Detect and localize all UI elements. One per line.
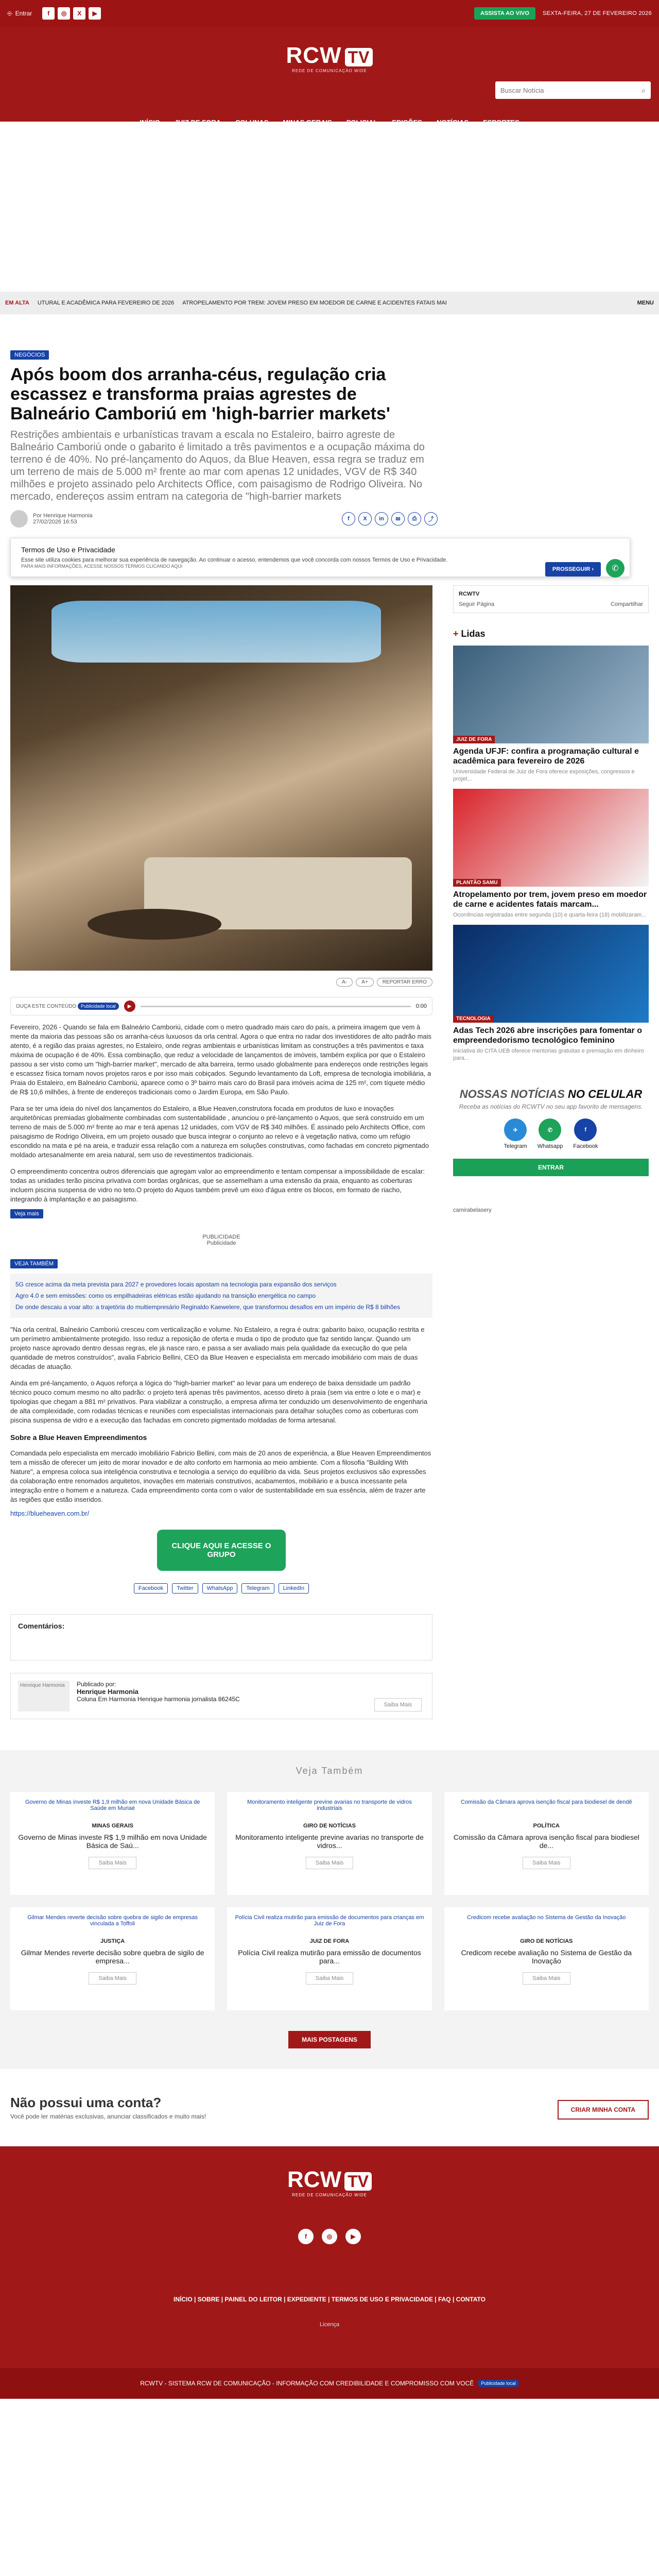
see-also-card[interactable] <box>444 1792 649 1895</box>
login-icon: ⎆ <box>7 9 12 17</box>
most-read-title-text: Agenda UFJF: confira a programação cultural e acadêmica para fevereiro de 2026 <box>453 747 639 766</box>
instagram-icon[interactable]: ◎ <box>322 2229 337 2244</box>
license-link[interactable]: Licença <box>320 2321 339 2328</box>
card-title: Governo de Minas investe R$ 1,9 milhão em nova Unidade Básica de Saú... <box>18 1833 207 1850</box>
audio-time: 0:00 <box>415 1003 427 1009</box>
most-read-desc: Universidade Federal de Juiz de Fora oferece exposições, congressos e projet... <box>453 769 635 782</box>
card-title: Polícia Civil realiza mutirão para emissão de documentos para... <box>238 1948 421 1965</box>
nav-policial[interactable]: POLICIAL <box>346 118 378 126</box>
card-category: MINAS GERAIS <box>92 1823 133 1829</box>
see-also-card[interactable] <box>10 1792 215 1895</box>
sidebar-ad[interactable]: camirabelasery <box>453 1207 492 1213</box>
card-category: POLÍTICA <box>533 1823 560 1829</box>
cookie-accept-button[interactable]: PROSSEGUIR › <box>545 562 601 577</box>
card-image: Governo de Minas investe R$ 1,9 milhão em nova Unidade Básica de Saúde em Muriaé <box>25 1799 200 1811</box>
instagram-icon[interactable]: ◎ <box>58 7 70 20</box>
card-category: JUIZ DE FORA <box>309 1938 350 1944</box>
social-links <box>42 7 101 20</box>
most-read-title-text: Atropelamento por trem, jovem preso em moedor de carne e acidentes fatais marcam... <box>453 890 647 909</box>
article-body <box>10 1023 432 1594</box>
article-title: Após boom dos arranha-céus, regulação cria escassez e transforma praias agrestes de Balneário Camboriú em 'high-barrier markets' <box>10 365 390 423</box>
most-read-title-text: Adas Tech 2026 abre inscrições para fomentar o empreendedorismo tecnológico feminino <box>453 1026 642 1045</box>
see-also-title: Veja Também <box>296 1766 363 1776</box>
telegram-share-button[interactable]: Telegram <box>241 1583 274 1594</box>
most-read-item[interactable] <box>453 646 649 783</box>
share-icon[interactable]: ⤴ <box>424 512 438 526</box>
audio-player <box>10 997 432 1015</box>
site-header <box>0 27 659 126</box>
create-account-button[interactable]: CRIAR MINHA CONTA <box>558 2100 649 2120</box>
article-byline <box>10 510 438 528</box>
paragraph: Para se ter uma ideia do nível dos lançamentos do Estaleiro, a Blue Heaven,construtora focada em produtos de luxo e inovações arquitetônicas premiadas globalmente combinadas com sustentabilidade , anunciou o pré-lançamento o Aquos, que será construído em um terreno de mais de 5.000 m² frente ao mar e terá apenas 12 unidades, com VGV de R$ 340 milhões. É assinado pelo Architects Office, com paisagismo de Rodrigo Oliveira, em um projeto ousado que busca integrar o conjunto ao relevo e à vegetação nativa, como um refúgio escondido na mata e pé na areia, e traduzir essa relação com a natureza em soluções construtivas, como fachadas em concreto pigmentado moldado artesanalmente em areia natural, sem uso de revestimentos tradicionais. <box>10 1105 429 1159</box>
author-box-desc: Coluna Em Harmonia Henrique harmonia jornalista 86245C <box>77 1696 240 1703</box>
author-name[interactable]: Henrique Harmonia <box>43 513 93 519</box>
paragraph: Comandada pelo especialista em mercado imobiliário Fabricio Bellini, com mais de 20 anos de experiência, a Blue Heaven Empreendimentos tem a missão de oferecer um jeito de morar inovador e de alto conforto em harmonia ao meio ambiente. Com a filosofia "Building With Nature", a empresa coloca sua inteligência construtiva e tecnologia a serviço do equilíbrio da vida. Seus projetos exclusivos são expressões da colaboração entre renomados arquitetos, inovações em materiais construtivos, acabamentos, mobiliário e a busca incessante pela integração entre o homem e a natureza. Cada empreendimento conta com o valor de sustentabilidade em sua essência, além de trazer arte às regiões que estão inseridos. <box>10 1449 431 1503</box>
whatsapp-float-icon[interactable]: ✆ <box>606 559 625 578</box>
most-read-item[interactable] <box>453 925 649 1062</box>
card-image: Credicom recebe avaliação no Sistema de Gestão da Inovação <box>467 1914 626 1921</box>
facebook-icon[interactable]: f <box>42 7 55 20</box>
nav-noticias[interactable]: NOTÍCIAS <box>436 118 469 126</box>
font-tools <box>10 978 432 987</box>
article-subtitle: Restrições ambientais e urbanísticas travam a escala no Estaleiro, bairro agreste de Balneário Camboriú onde o gabarito é limitado a três pavimentos e a ocupação máxima do terreno é de 40%. No pré-lançamento do Aquos, da Blue Heaven, essa regra se traduz em um terreno de mais de 5.000 m² frente ao mar com apenas 12 unidades, VGV de R$ 340 milhões e projeto assinado pelo Architects Office, com paisagismo de Rodrigo Oliveira. No mercado, endereços assim entram na categoria de "high-barrier markets <box>10 429 425 502</box>
share-buttons <box>10 1583 432 1594</box>
newsletter-enter-button[interactable]: ENTRAR <box>453 1159 649 1176</box>
related-links <box>10 1259 432 1318</box>
font-increase-button[interactable]: A+ <box>356 978 374 987</box>
youtube-icon[interactable]: ▶ <box>89 7 101 20</box>
paragraph: O empreendimento concentra outros diferenciais que agregam valor ao empreendimento e tentam compensar a impossibilidade de escalar: todas as unidades terão piscina privativa com bordas orgânicas, que se assemelham a uma extensão da praia, enquanto as coberturas incluem piscina suspensa de vidro no teto.O projeto do Aquos também prevê um eixo d'água entre os blocos, em formato de riacho, integrando à implantação e ao paisagismo. <box>10 1167 425 1203</box>
font-decrease-button[interactable]: A- <box>336 978 353 987</box>
card-category: GIRO DE NOTÍCIAS <box>303 1823 356 1829</box>
card-category: GIRO DE NOTÍCIAS <box>520 1938 573 1944</box>
nav-esportes[interactable]: ESPORTES <box>483 118 519 126</box>
nav-inicio[interactable]: INÍCIO <box>140 118 160 126</box>
ad-label: PUBLICIDADE <box>202 1234 240 1240</box>
search-box <box>495 81 651 99</box>
ad-block <box>10 1234 432 1246</box>
card-more-button[interactable]: Saiba Mais <box>523 1857 570 1869</box>
card-image: Gilmar Mendes reverte decisão sobre quebra de sigilo de empresas vinculada a Toffoli <box>27 1914 198 1927</box>
card-more-button[interactable]: Saiba Mais <box>89 1972 136 1985</box>
most-read-image <box>453 646 649 743</box>
footer-logo[interactable]: RCW TV REDE DE COMUNICAÇÃO WIDE <box>275 2167 384 2197</box>
cookie-more-link[interactable]: PARA MAIS INFORMAÇÕES, ACESSE NOSSOS TERMOS CLICANDO AQUI <box>21 564 183 569</box>
signup-desc: Você pode ler matérias exclusivas, anunciar classificados e muito mais! <box>10 2113 206 2120</box>
article-date: 27/02/2026 16:53 <box>33 519 77 525</box>
footer-social <box>0 2229 659 2244</box>
copyright-text: RCWTV - SISTEMA RCW DE COMUNICAÇÃO - INFORMAÇÃO COM CREDIBILIDADE E COMPROMISSO COM VOCÊ <box>140 2380 474 2387</box>
report-error-button[interactable]: REPORTAR ERRO <box>377 978 432 987</box>
author-box-name: Henrique Harmonia <box>77 1688 138 1696</box>
most-read-image <box>453 789 649 887</box>
nav-edicoes[interactable]: EDIÇÕES <box>392 118 422 126</box>
card-title: Comissão da Câmara aprova isenção fiscal para biodiesel de... <box>453 1833 639 1850</box>
facebook-icon[interactable]: f <box>298 2229 314 2244</box>
sidebar <box>453 577 649 1719</box>
audio-progress[interactable] <box>141 1006 411 1007</box>
whatsapp-share-button[interactable]: WhatsApp <box>202 1583 238 1594</box>
audio-badge: Publicidade local <box>78 1003 119 1010</box>
paragraph: Ainda em pré-lançamento, o Aquos reforça a lógica do "high-barrier market" ao levar para um endereço de baixa densidade um padrão técnico pouco comum mesmo no alto padrão: o projeto terá apenas três pavimentos, acesso direto à praia (sem via entre o lote e o mar) e tipologias que chegam a 881 m² privativos. Para viabilizar a construção, a empresa afirma ter conduzido um desenvolvimento de engenharia de alta complexidade, com rodadas técnicas e reuniões com especialistas internacionais para detalhar soluções como as coberturas com piscina suspensa de vidro e a execução das fachadas em concreto pigmentado moldadas de forma artesanal. <box>10 1379 428 1424</box>
site-footer <box>0 2146 659 2368</box>
search-input[interactable] <box>500 87 641 94</box>
published-by-label: Publicado por: <box>77 1681 116 1688</box>
share-icons <box>342 512 438 526</box>
facebook-share-icon[interactable]: f <box>342 512 355 526</box>
related-link[interactable]: 5G cresce acima da meta prevista para 2027 e provedores locais apostam na tecnologia para expansão dos serviços <box>15 1281 337 1288</box>
facebook-share-button[interactable]: Facebook <box>134 1583 168 1594</box>
article-category[interactable]: NEGÓCIOS <box>10 350 49 360</box>
author-photo: Henrique Harmonia <box>18 1681 70 1711</box>
comments-section <box>10 1614 432 1660</box>
nav-colunas[interactable]: COLUNAS <box>235 118 269 126</box>
audio-label: OUÇA ESTE CONTEÚDO <box>16 1003 77 1009</box>
x-share-icon[interactable]: X <box>358 512 372 526</box>
signup-banner <box>0 2069 659 2146</box>
paragraph: "Na orla central, Balneário Camboriú cresceu com verticalização e volume. No Estaleiro, a regra é outra: gabarito baixo, ocupação restrita e um perímetro ambientalmente protegido. Isso reduz a reposição de oferta e muda o tipo de produto que faz sentido lançar. Quando um projeto nasce aprovado dentro dessas regras, ele já nasce raro, e passa a ser avaliado mais pela qualidade da execução do que pela quantidade de metros construídos", avalia Fabricio Bellini, CEO da Blue Heaven e especialista em mercado imobiliário com mais de duas décadas de atuação. <box>10 1326 425 1370</box>
channel-name[interactable]: RCWTV <box>459 591 480 597</box>
telegram-icon: ✈ <box>504 1118 527 1141</box>
whatsapp-icon: ✆ <box>539 1118 561 1141</box>
menu-button[interactable]: MENU <box>637 300 654 306</box>
search-icon[interactable]: ⌕ <box>641 86 646 94</box>
author-avatar <box>10 510 28 528</box>
logo-tv: TV <box>345 48 373 66</box>
author-more-button[interactable]: Saiba Mais <box>374 1698 422 1711</box>
whatsapp-option[interactable]: ✆ Whatsapp <box>537 1118 563 1149</box>
paragraph: Fevereiro, 2026 - Quando se fala em Balneário Camboriú, cidade com o metro quadrado mais caro do país, a primeira imagem que vem à mente da maioria das pessoas são os arranha-céus luxuosos da orla central. Agora o que entra no radar dos investidores de alto padrão mais atento, é a região das praias agrestes, no Estaleiro, onde regras ambientais e urbanísticas limitam as construções a três pavimentos e taxa máxima de ocupação é de 40%. Essa combinação, que reduz a velocidade de lançamentos de imóveis, também explica por que o Estaleiro passou a ser visto como um "high-barrier market", mercado de alta barreira, termo usado globalmente para endereços onde restrições legais e escassez física tornam novos projetos raros e por isso mais cobiçados. Segundo levantamento da Loft, empresa de tecnologia imobiliária, a Praia do Estaleiro, em Balneário Camboriú, aparece como o 3º bairro mais caro do Brasil para imóveis acima de 125 m², com tíquete médio de R$ 10,6 milhões, à frente de endereços tradicionais como o Jardim Europa, em São Paulo. <box>10 1023 432 1096</box>
facebook-icon: f <box>574 1118 597 1141</box>
author-box <box>10 1673 432 1719</box>
card-title: Monitoramento inteligente previne avarias no transporte de vidros... <box>235 1833 424 1850</box>
most-read-title: + Lidas <box>453 629 485 639</box>
card-image: Monitoramento inteligente previne avarias no transporte de vidros industriais <box>247 1799 412 1811</box>
see-also-grid <box>10 1792 649 2010</box>
newsletter-widget: NOSSAS NOTÍCIAS NO CELULAR Receba as notícias do RCWTV no seu app favorito de mensagens. ✈ Telegram ✆ Whatsapp f Facebook ENTRAR <box>453 1088 649 1176</box>
follow-page-button[interactable]: Seguir Página <box>459 601 495 607</box>
card-title: Gilmar Mendes reverte decisão sobre quebra de sigilo de empresa... <box>21 1948 204 1965</box>
current-date: SEXTA-FEIRA, 27 DE FEVEREIRO 2026 <box>542 10 652 16</box>
nav-minas-gerais[interactable]: MINAS GERAIS <box>283 118 332 126</box>
logo-main: RCW <box>286 42 342 68</box>
login-link[interactable] <box>7 10 32 18</box>
site-logo[interactable] <box>275 37 384 78</box>
logo-subtitle: REDE DE COMUNICAÇÃO WIDE <box>292 68 367 73</box>
main-columns <box>10 577 649 1719</box>
top-bar <box>0 0 659 27</box>
whatsapp-group-button[interactable]: CLIQUE AQUI E ACESSE O GRUPO <box>157 1530 286 1571</box>
card-title: Credicom recebe avaliação no Sistema de Gestão da Inovação <box>461 1948 632 1965</box>
most-read-tag: TECNOLOGIA <box>453 1015 494 1023</box>
related-link[interactable]: Agro 4.0 e sem emissões: como os empilhadeiras elétricas estão ajudando na transição energética no campo <box>15 1292 316 1299</box>
see-more-button[interactable]: Veja mais <box>10 1209 43 1218</box>
ticker-item[interactable]: UTURAL E ACADÊMICA PARA FEVEREIRO DE 2026 <box>37 300 175 306</box>
card-more-button[interactable]: Saiba Mais <box>523 1972 570 1985</box>
most-read-desc: Iniciativa do CITA UEB oferece mentorias gratuitas e premiação em dinheiro para... <box>453 1048 644 1061</box>
most-read-image <box>453 925 649 1023</box>
cookie-title: Termos de Uso e Privacidade <box>21 546 115 554</box>
content-wrapper <box>0 314 659 1719</box>
see-also-card[interactable] <box>10 1907 215 2010</box>
facebook-option[interactable]: f Facebook <box>573 1118 598 1149</box>
news-ticker <box>0 292 659 314</box>
play-icon[interactable]: ▶ <box>124 1001 135 1012</box>
nav-juiz-de-fora[interactable]: JUIZ DE FORA <box>174 118 221 126</box>
linkedin-share-button[interactable]: LinkedIn <box>279 1583 309 1594</box>
author-prefix: Por <box>33 513 42 519</box>
live-button[interactable]: ASSISTA AO VIVO <box>474 7 535 20</box>
signup-title: Não possui uma conta? <box>10 2095 162 2110</box>
see-also-card[interactable] <box>444 1907 649 2010</box>
x-icon[interactable]: X <box>73 7 85 20</box>
cookie-banner <box>10 538 630 577</box>
newsletter-desc: Receba as notícias do RCWTV no seu app favorito de mensagens. <box>459 1103 643 1110</box>
main-nav <box>0 118 659 126</box>
card-more-button[interactable]: Saiba Mais <box>306 1857 353 1869</box>
company-link[interactable]: https://blueheaven.com.br/ <box>10 1510 90 1517</box>
comments-title: Comentários: <box>18 1622 65 1630</box>
see-also-card[interactable] <box>227 1907 431 2010</box>
related-title: VEJA TAMBÉM <box>10 1259 58 1268</box>
ticker-item[interactable]: ATROPELAMENTO POR TREM: JOVEM PRESO EM MOEDOR DE CARNE E ACIDENTES FATAIS MAI <box>182 300 447 306</box>
related-link[interactable]: De onde descaiu a voar alto: a trajetória do multiempresário Reginaldo Kaewelere, que transformou desafios em um império de R$ 8 bilhões <box>15 1303 401 1311</box>
telegram-option[interactable]: ✈ Telegram <box>504 1118 527 1149</box>
youtube-icon[interactable]: ▶ <box>345 2229 361 2244</box>
copyright-bar <box>0 2368 659 2399</box>
login-label: Entrar <box>15 10 32 17</box>
print-icon[interactable]: ⎙ <box>408 512 421 526</box>
card-image: Polícia Civil realiza mutirão para emissão de documentos para crianças em Juiz de Fora <box>235 1914 424 1927</box>
facebook-page-widget <box>453 585 649 613</box>
share-page-button[interactable]: Compartilhar <box>611 601 643 607</box>
cookie-text: Esse site utiliza cookies para melhorar sua experiência de navegação. Ao continuar o acesso, entendemos que você concorda com nossos Termos de Uso e Privacidade. <box>21 557 448 563</box>
email-share-icon[interactable]: ✉ <box>391 512 405 526</box>
article-hero-image <box>10 585 432 971</box>
section-heading: Sobre a Blue Heaven Empreendimentos <box>10 1433 147 1442</box>
see-also-section <box>0 1750 659 2069</box>
footer-nav[interactable]: INÍCIO | SOBRE | PAINEL DO LEITOR | EXPEDIENTE | TERMOS DE USO E PRIVACIDADE | FAQ | CONTATO <box>174 2296 485 2303</box>
ad-text: Publicidade <box>206 1240 236 1246</box>
copyright-badge: Publicidade local <box>478 2380 519 2387</box>
linkedin-share-icon[interactable]: in <box>375 512 388 526</box>
card-image: Comissão da Câmara aprova isenção fiscal para biodiesel de dendê <box>461 1799 632 1805</box>
most-read-tag: JUIZ DE FORA <box>453 736 495 743</box>
most-read-tag: PLANTÃO SAMU <box>453 879 501 887</box>
article-column <box>10 577 432 1719</box>
more-posts-button[interactable]: MAIS POSTAGENS <box>288 2031 371 2048</box>
most-read-item[interactable] <box>453 789 649 919</box>
see-also-card[interactable] <box>227 1792 431 1895</box>
card-more-button[interactable]: Saiba Mais <box>89 1857 136 1869</box>
most-read-desc: Ocorrências registradas entre segunda (10) e quarta-feira (18) mobilizaram... <box>453 912 647 918</box>
ticker-tag: EM ALTA <box>5 300 29 306</box>
twitter-share-button[interactable]: Twitter <box>172 1583 198 1594</box>
card-more-button[interactable]: Saiba Mais <box>306 1972 353 1985</box>
card-category: JUSTIÇA <box>100 1938 125 1944</box>
